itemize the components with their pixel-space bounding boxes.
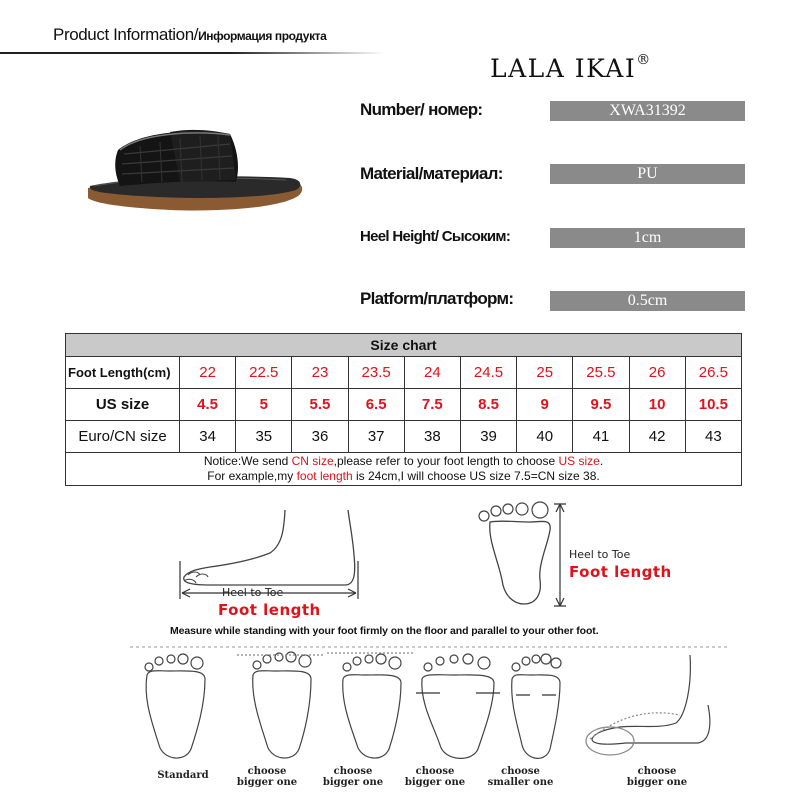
fit-comparison-illustrations (125, 645, 735, 770)
spec-label-heel-height: Heel Height/ Сысоким: (360, 228, 511, 245)
spec-value-number: XWA31392 (550, 101, 745, 121)
size-chart-notice (66, 453, 742, 486)
notice-line-1 (66, 454, 741, 469)
foot-standard-icon (145, 654, 205, 758)
notice-text: For example,my (207, 469, 297, 483)
table-cell: 8.5 (460, 389, 516, 421)
notice-text: . (599, 454, 604, 468)
table-cell: 43 (685, 421, 741, 453)
caption-line: choose (501, 766, 540, 777)
foot-high-arch-icon (586, 655, 710, 755)
top-foot-length-label: Foot length (569, 563, 672, 581)
table-cell: 5.5 (292, 389, 348, 421)
caption-line: bigger one (322, 777, 384, 788)
spec-label-material: Material/материал: (360, 164, 503, 183)
table-cell: 41 (573, 421, 629, 453)
caption-line: bigger one (236, 777, 298, 788)
table-cell: 25 (517, 357, 573, 389)
table-cell: 26.5 (685, 357, 741, 389)
notice-highlight: CN size (291, 454, 334, 468)
table-cell: 42 (629, 421, 685, 453)
table-cell: 35 (236, 421, 292, 453)
header-divider (0, 52, 385, 54)
brand-logo (490, 54, 652, 83)
caption-smaller (478, 766, 563, 788)
size-chart-notice-row (66, 453, 742, 486)
spec-value-material: PU (550, 164, 745, 184)
foot-top-view-illustration (470, 500, 580, 610)
spec-value-platform: 0.5cm (550, 291, 745, 311)
table-cell: 39 (460, 421, 516, 453)
section-title-ru: Информация продукта (198, 29, 327, 43)
notice-highlight: foot length (296, 469, 353, 483)
notice-text: Notice:We send (203, 454, 292, 468)
section-title (53, 25, 326, 45)
caption-line: Standard (157, 770, 209, 781)
table-cell: 22.5 (236, 357, 292, 389)
foot-wide-icon (416, 654, 500, 758)
table-cell: 10.5 (685, 389, 741, 421)
foot-bigger-icon-1 (237, 652, 325, 758)
caption-bigger-4 (612, 766, 702, 788)
table-cell: 10 (629, 389, 685, 421)
table-cell: 23 (292, 357, 348, 389)
table-cell: 24.5 (460, 357, 516, 389)
table-cell: 23.5 (348, 357, 404, 389)
spec-value-heel-height: 1cm (550, 228, 745, 248)
spec-label-number: Number/ номер: (360, 100, 483, 119)
brand-name: LALA IKAI (490, 54, 637, 83)
top-heel-to-toe-label: Heel to Toe (569, 548, 631, 561)
table-cell: 37 (348, 421, 404, 453)
table-cell: 38 (404, 421, 460, 453)
notice-text: ,please refer to your foot length to choose (333, 454, 559, 468)
caption-bigger-3 (395, 766, 475, 788)
registered-mark: ® (636, 52, 652, 68)
caption-line: choose (415, 766, 455, 777)
notice-line-2 (66, 469, 741, 484)
side-foot-length-label: Foot length (218, 601, 321, 619)
table-row (66, 357, 742, 389)
spec-label-platform: Platform/платформ: (360, 289, 514, 308)
caption-line: choose (247, 766, 287, 777)
notice-text: is 24cm,I will choose US size 7.5=CN size 38. (352, 469, 600, 483)
size-chart-title: Size chart (66, 334, 742, 357)
table-cell: 22 (180, 357, 236, 389)
table-cell: 24 (404, 357, 460, 389)
caption-bigger-1 (227, 766, 307, 788)
caption-bigger-2 (313, 766, 393, 788)
product-image (80, 110, 315, 220)
caption-line: bigger one (626, 777, 688, 788)
table-row (66, 389, 742, 421)
caption-line: choose (637, 766, 677, 777)
table-cell: 5 (236, 389, 292, 421)
section-title-en: Product Information/ (53, 25, 199, 44)
caption-line: bigger one (404, 777, 466, 788)
caption-standard (138, 770, 228, 781)
table-cell: 36 (292, 421, 348, 453)
size-chart-title-row (66, 334, 742, 357)
caption-line: smaller one (487, 777, 554, 788)
size-chart-table (65, 333, 742, 486)
table-cell: 26 (629, 357, 685, 389)
notice-highlight: US size (558, 454, 600, 468)
table-cell: 9 (517, 389, 573, 421)
table-cell: 25.5 (573, 357, 629, 389)
table-cell: 4.5 (180, 389, 236, 421)
measure-instruction: Measure while standing with your foot firmly on the floor and parallel to your other foot. (170, 625, 599, 637)
foot-narrow-icon (512, 654, 561, 758)
foot-bigger-icon-2 (327, 653, 415, 758)
table-row (66, 421, 742, 453)
side-heel-to-toe-label: Heel to Toe (222, 586, 284, 599)
row-label-euro-cn-size: Euro/CN size (66, 421, 180, 453)
caption-line: choose (333, 766, 373, 777)
table-cell: 40 (517, 421, 573, 453)
table-cell: 9.5 (573, 389, 629, 421)
row-label-us-size: US size (66, 389, 180, 421)
table-cell: 7.5 (404, 389, 460, 421)
row-label-foot-length: Foot Length(cm) (66, 357, 180, 389)
table-cell: 6.5 (348, 389, 404, 421)
table-cell: 34 (180, 421, 236, 453)
